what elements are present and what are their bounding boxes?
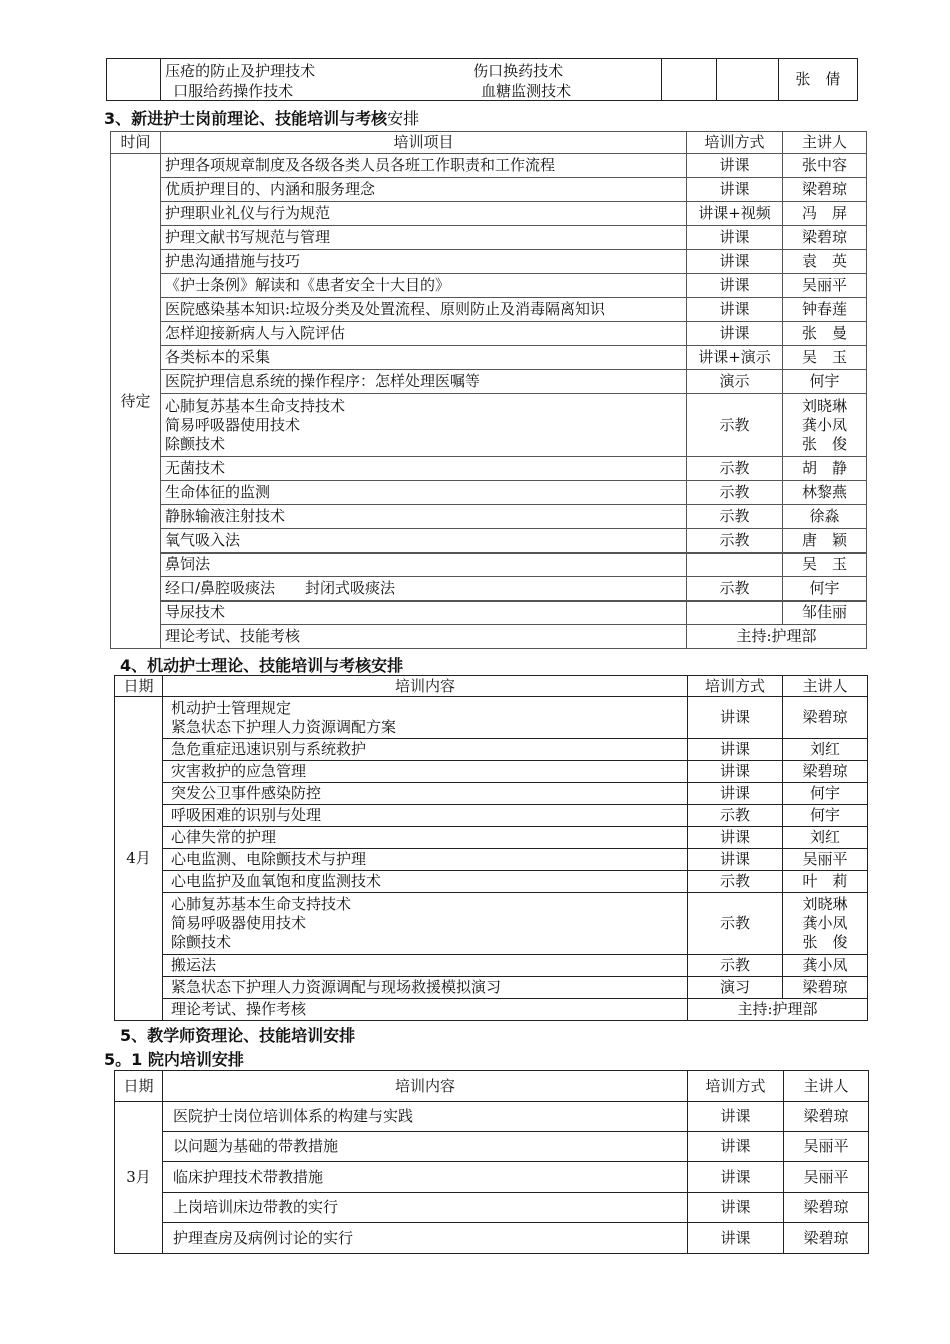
training-method: 示教 [687,457,783,481]
header-date: 日期 [115,1071,163,1102]
training-method: 讲课 [688,827,783,849]
top-item-left-2: 口服给药操作技术 [173,82,294,100]
training-content: 心电监护及血氧饱和度监测技术 [163,871,688,893]
speaker: 邹佳丽 [783,601,867,625]
training-method: 讲课 [687,250,783,274]
table-row [115,697,868,739]
training-method: 讲课 [688,761,783,783]
training-item: 各类标本的采集 [161,346,687,370]
training-item: 优质护理目的、内涵和服务理念 [161,178,687,202]
speaker: 林黎燕 [783,481,867,505]
section5-table [114,1070,869,1254]
section5-title: 5、教学师资理论、技能培训安排 [120,1026,356,1045]
table-row [115,849,868,871]
speaker: 梁碧琼 [783,697,868,739]
table-row [111,322,867,346]
speaker: 何宇 [783,783,868,805]
table-row [115,1162,869,1193]
training-content: 紧急状态下护理人力资源调配与现场救援模拟演习 [163,977,688,999]
training-item: 护理职业礼仪与行为规范 [161,202,687,226]
training-method: 示教 [688,893,783,955]
training-content: 灾害救护的应急管理 [163,761,688,783]
training-method: 讲课+演示 [687,346,783,370]
table-row [111,250,867,274]
speaker: 吴丽平 [784,1162,869,1193]
training-item: 护理文献书写规范与管理 [161,226,687,250]
training-item: 护理各项规章制度及各级各类人员各班工作职责和工作流程 [161,154,687,178]
header-method: 培训方式 [688,1071,784,1102]
training-content: 心律失常的护理 [163,827,688,849]
speaker: 吴 玉 [783,346,867,370]
table-row [111,226,867,250]
speaker: 何宇 [783,577,867,601]
section3-table [110,131,867,649]
training-method [687,553,783,577]
top-empty-cell [107,59,161,101]
training-item: 护患沟通措施与技巧 [161,250,687,274]
table-row [115,783,868,805]
table-row [115,893,868,955]
date-value: 4月 [115,697,163,1021]
speaker: 吴丽平 [783,849,868,871]
header-date: 日期 [115,676,163,697]
training-item: 静脉输液注射技术 [161,505,687,529]
training-method: 讲课 [687,178,783,202]
top-table [106,58,858,101]
speaker: 何宇 [783,370,867,394]
training-method: 讲课 [687,298,783,322]
training-content: 上岗培训床边带教的实行 [163,1193,688,1223]
table-row [111,346,867,370]
speaker: 张 曼 [783,322,867,346]
training-method: 讲课 [687,274,783,298]
header-content: 培训内容 [163,1071,688,1102]
training-item: 生命体征的监测 [161,481,687,505]
table-row [111,505,867,529]
top-empty-cell [661,59,716,101]
training-method: 讲课 [688,1193,784,1223]
header-method: 培训方式 [688,676,783,697]
training-method: 讲课 [688,849,783,871]
section5-header-row [115,1071,869,1102]
training-content: 呼吸困难的识别与处理 [163,805,688,827]
speaker: 叶 莉 [783,871,868,893]
speaker: 梁碧琼 [784,1193,869,1223]
training-item: 导尿技术 [161,601,687,625]
training-method: 讲课 [688,739,783,761]
training-method: 讲课 [688,1162,784,1193]
training-method: 示教 [687,481,783,505]
section4-header-row [115,676,868,697]
training-content: 护理查房及病例讨论的实行 [163,1223,688,1254]
table-row [115,827,868,849]
section4-title: 4、机动护士理论、技能培训与考核安排 [120,656,404,675]
header-item: 培训项目 [161,132,687,154]
exam-item: 理论考试、技能考核 [161,625,687,649]
training-method [687,601,783,625]
top-speaker: 张 倩 [778,59,857,101]
training-method: 讲课 [687,154,783,178]
table-row [111,457,867,481]
speaker: 钟春莲 [783,298,867,322]
speaker: 梁碧琼 [783,761,868,783]
date-value: 3月 [115,1102,163,1254]
table-row [111,481,867,505]
training-method: 讲课 [688,1102,784,1132]
speaker: 刘红 [783,739,868,761]
exam-row [115,999,868,1021]
training-content: 突发公卫事件感染防控 [163,783,688,805]
table-row [115,977,868,999]
section3-header-row [111,132,867,154]
exam-host: 主持:护理部 [687,625,867,649]
table-row [115,1223,869,1254]
speaker: 吴丽平 [783,274,867,298]
top-item-left-1: 压疮的防止及护理技术 [165,62,316,80]
speaker: 何宇 [783,805,868,827]
speaker: 梁碧琼 [783,178,867,202]
section5-subtitle: 5。1 院内培训安排 [104,1050,244,1069]
table-row [115,1193,869,1223]
training-method: 演示 [687,370,783,394]
table-row [111,202,867,226]
training-item: 氧气吸入法 [161,529,687,553]
header-time: 时间 [111,132,161,154]
section3-title-tail: 安排 [387,109,420,128]
training-method: 讲课+视频 [687,202,783,226]
table-row [115,761,868,783]
header-method: 培训方式 [687,132,783,154]
speaker: 袁 英 [783,250,867,274]
training-method: 讲课 [688,1223,784,1254]
header-speaker: 主讲人 [783,676,868,697]
training-method: 讲课 [688,1132,784,1162]
training-item: 心肺复苏基本生命支持技术 简易呼吸器使用技术 除颤技术 [161,394,687,457]
section3-title-bold: 3、新进护士岗前理论、技能培训与考核 [104,109,388,128]
table-row [111,370,867,394]
training-content: 机动护士管理规定 紧急状态下护理人力资源调配方案 [163,697,688,739]
speaker: 徐淼 [783,505,867,529]
training-content: 急危重症迅速识别与系统救护 [163,739,688,761]
speaker: 刘晓琳 龚小凤 张 俊 [783,893,868,955]
section3-title [104,106,419,129]
speaker: 梁碧琼 [784,1102,869,1132]
training-content: 心肺复苏基本生命支持技术 简易呼吸器使用技术 除颤技术 [163,893,688,955]
speaker: 梁碧琼 [784,1223,869,1254]
training-method: 示教 [687,394,783,457]
table-row [111,394,867,457]
table-row [111,601,867,625]
training-method: 示教 [687,577,783,601]
training-item: 医院护理信息系统的操作程序：怎样处理医嘱等 [161,370,687,394]
speaker: 唐 颖 [783,529,867,553]
training-method: 演习 [688,977,783,999]
training-method: 示教 [687,529,783,553]
training-item: 无菌技术 [161,457,687,481]
table-row [111,274,867,298]
training-method: 讲课 [687,322,783,346]
speaker: 梁碧琼 [783,226,867,250]
speaker: 吴 玉 [783,553,867,577]
top-item-right-2: 血糖监测技术 [481,82,572,100]
training-item: 鼻饲法 [161,553,687,577]
table-row [111,154,867,178]
table-row [111,178,867,202]
training-content: 以问题为基础的带教措施 [163,1132,688,1162]
section4-table [114,675,868,1021]
training-content: 医院护士岗位培训体系的构建与实践 [163,1102,688,1132]
table-row [111,298,867,322]
top-empty-cell [716,59,778,101]
table-row [115,739,868,761]
training-item: 经口/鼻腔吸痰法 封闭式吸痰法 [161,577,687,601]
training-content: 心电监测、电除颤技术与护理 [163,849,688,871]
table-row [115,871,868,893]
table-row [115,1132,869,1162]
training-content: 搬运法 [163,955,688,977]
table-row [111,577,867,601]
training-method: 示教 [688,955,783,977]
training-method: 讲课 [687,226,783,250]
training-method: 讲课 [688,783,783,805]
header-content: 培训内容 [163,676,688,697]
training-method: 示教 [688,805,783,827]
time-value: 待定 [111,154,161,649]
table-row [111,529,867,553]
speaker: 胡 静 [783,457,867,481]
training-item: 医院感染基本知识:垃圾分类及处置流程、原则防止及消毒隔离知识 [161,298,687,322]
speaker: 张中容 [783,154,867,178]
speaker: 刘红 [783,827,868,849]
top-items-cell [161,59,662,101]
speaker: 刘晓琳 龚小凤 张 俊 [783,394,867,457]
speaker: 龚小凤 [783,955,868,977]
training-method: 示教 [687,505,783,529]
exam-row [111,625,867,649]
training-method: 讲课 [688,697,783,739]
top-item-right-1: 伤口换药技术 [473,62,564,80]
speaker: 冯 屏 [783,202,867,226]
table-row [115,1102,869,1132]
speaker: 梁碧琼 [783,977,868,999]
exam-host: 主持:护理部 [688,999,868,1021]
speaker: 吴丽平 [784,1132,869,1162]
training-item: 怎样迎接新病人与入院评估 [161,322,687,346]
header-speaker: 主讲人 [784,1071,869,1102]
training-content: 临床护理技术带教措施 [163,1162,688,1193]
table-row [115,955,868,977]
table-row [115,805,868,827]
training-method: 示教 [688,871,783,893]
exam-content: 理论考试、操作考核 [163,999,688,1021]
header-speaker: 主讲人 [783,132,867,154]
training-item: 《护士条例》解读和《患者安全十大目的》 [161,274,687,298]
table-row [111,553,867,577]
